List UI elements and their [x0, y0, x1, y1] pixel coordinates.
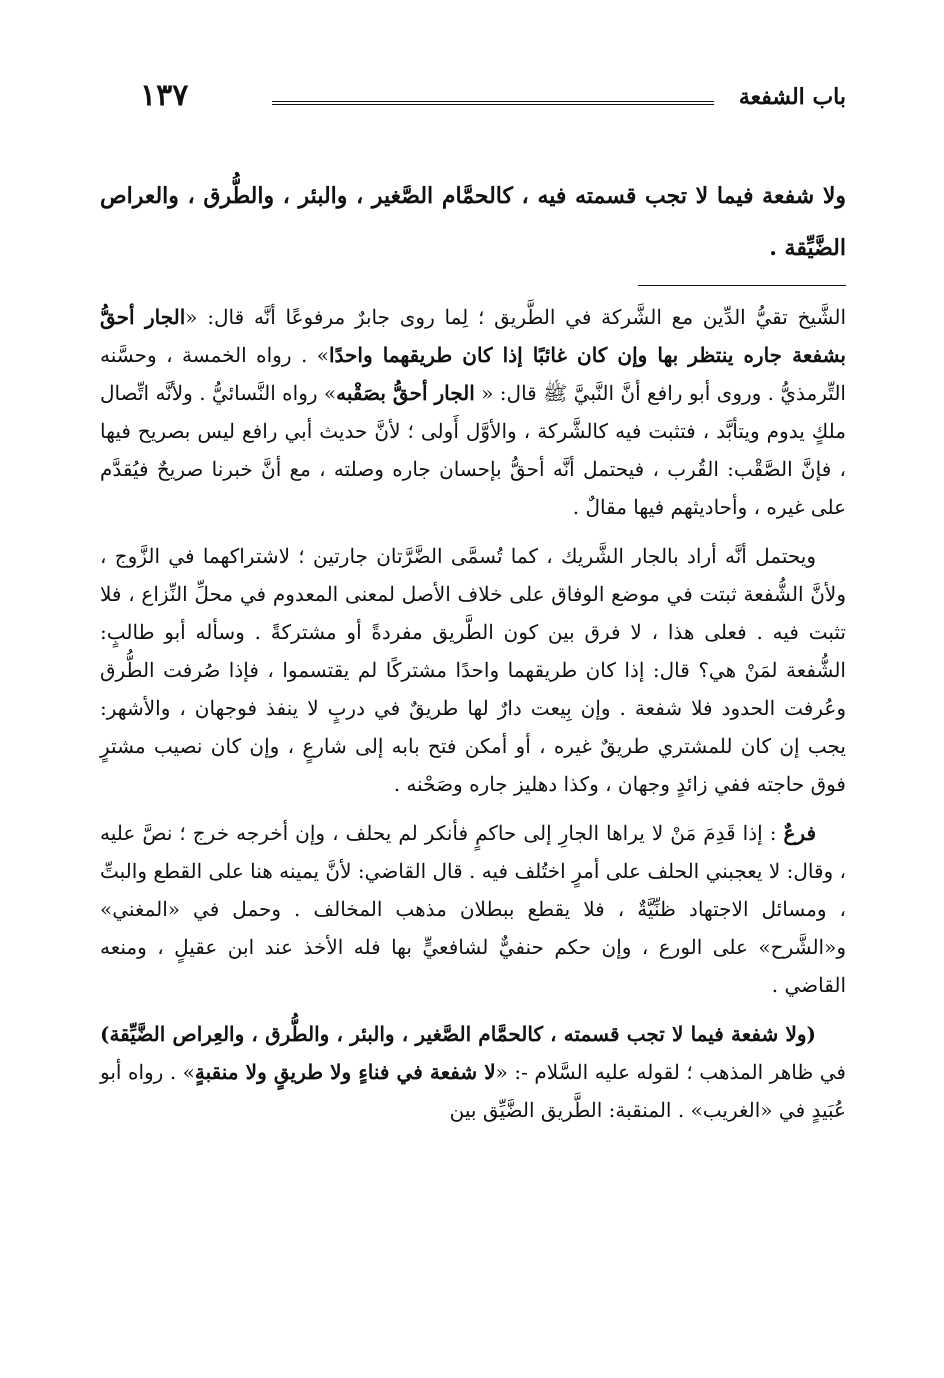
- p4-text-1: في ظاهر المذهب ؛ لقوله عليه السَّلام -: «: [495, 1060, 846, 1084]
- commentary-paragraph-3: [100, 814, 846, 1004]
- matn-quote: (ولا شفعة فيما لا تجب قسمته ، كالحمَّام الصَّغير ، والبئر ، والطُّرق ، والعِراص الضَّيِّقة): [100, 1022, 816, 1046]
- far-label: فرعٌ: [783, 821, 816, 845]
- hadith-no-shufa: لا شفعة في فناءٍ ولا طريقٍ ولا منقبةٍ: [194, 1060, 496, 1084]
- commentary-paragraph-4: [100, 1015, 846, 1129]
- commentary-paragraph-1: [100, 298, 846, 526]
- p3-text: : إذا قَدِمَ مَنْ لا يراها الجارِ إلى حاكمٍ فأنكر لم يحلف ، وإن أخرجه خرج ؛ نصَّ عليه ، وقال: لا يعجبني الحلف على أمرٍ اختُلف فيه . قال القاضي: لأنَّ يمينه هنا على القطع والبتِّ ، ومسائل الاجتهاد ظنِّيَّةٌ ، فلا يقطع ببطلان مذهب المخالف . وحمل في «المغني» و«الشَّرح» على الورع ، وإن حكم حنفيٌّ لشافعيٍّ بها فله الأخذ عند ابن عقيلٍ ، ومنعه القاضي .: [100, 821, 846, 997]
- matn-text: ولا شفعة فيما لا تجب قسمته فيه ، كالحمَّام الصَّغير ، والبئر ، والطُّرق ، والعراص الضَّيِّقة .: [100, 183, 846, 261]
- hadith-jabir: الجار أحقُّ بشفعة جاره ينتظر بها وإن كان غائبًا إذا كان طريقهما واحدًا: [100, 305, 846, 367]
- p1-text-2: » . رواه الخمسة ، وحسَّنه التِّرمذيُّ . وروى أبو رافع أنَّ النَّبيَّ ﷺ قال: «: [100, 343, 846, 405]
- p1-text-3: » رواه النَّسائيُّ . ولأنَّه اتِّصال ملكٍ يدوم ويتأبَّد ، فتثبت فيه كالشَّركة ، والأوَّل أَولى ؛ لأنَّ حديث أبي رافع ليس بصريح فيها ، فإنَّ الصَّقْب: القُرب ، فيحتمل أنَّه أحقُّ بإحسان جاره وصلته ، مع أنَّ خبرنا صريحٌ فيُقدَّم على غيره ، وأحاديثهم فيها مقالٌ .: [100, 381, 846, 519]
- commentary: [100, 298, 846, 1140]
- page-number: ١٣٧: [140, 78, 189, 113]
- p4-text-2: » . رواه أبو عُبَيدٍ في «الغريب» . المنقبة: الطَّريق الضَّيِّق بين: [100, 1060, 846, 1122]
- chapter-title: باب الشفعة: [738, 84, 846, 110]
- footnote-separator: [638, 285, 846, 286]
- hadith-abu-rafi: الجار أحقُّ بصَقْبه: [336, 381, 475, 405]
- page-header: [140, 78, 846, 118]
- p1-text-1: الشَّيخ تقيُّ الدِّين مع الشَّركة في الطَّريق ؛ لِما روى جابرٌ مرفوعًا أنَّه قال: «: [185, 305, 847, 329]
- commentary-paragraph-2: ويحتمل أنَّه أراد بالجار الشَّريك ، كما تُسمَّى الضَّرَّتان جارتين ؛ لاشتراكهما في الزَّوج ، ولأنَّ الشُّفعة ثبتت في موضع الوفاق على خلاف الأصل لمعنى المعدوم في محلِّ النِّزاع ، فلا تثبت فيه . فعلى هذا ، لا فرق بين كون الطَّريق مفردةً أو مشتركةً . وسأله أبو طالبٍ: الشُّفعة لمَنْ هي؟ قال: إذا كان طريقهما واحدًا مشتركًا لم يقتسموا ، فإذا صُرفت الطُّرق وعُرفت الحدود فلا شفعة . وإن بِيعت دارٌ لها طريقٌ في دربٍ لا ينفذ فوجهان ، والأشهر: يجب إن كان للمشتري طريقٌ غيره ، أو أمكن فتح بابه إلى شارعٍ ، وإن كان نصيب مشترٍ فوق حاجته ففي زائدٍ وجهان ، وكذا دهليز جاره وصَحْنه .: [100, 544, 846, 796]
- header-rule: [272, 101, 714, 105]
